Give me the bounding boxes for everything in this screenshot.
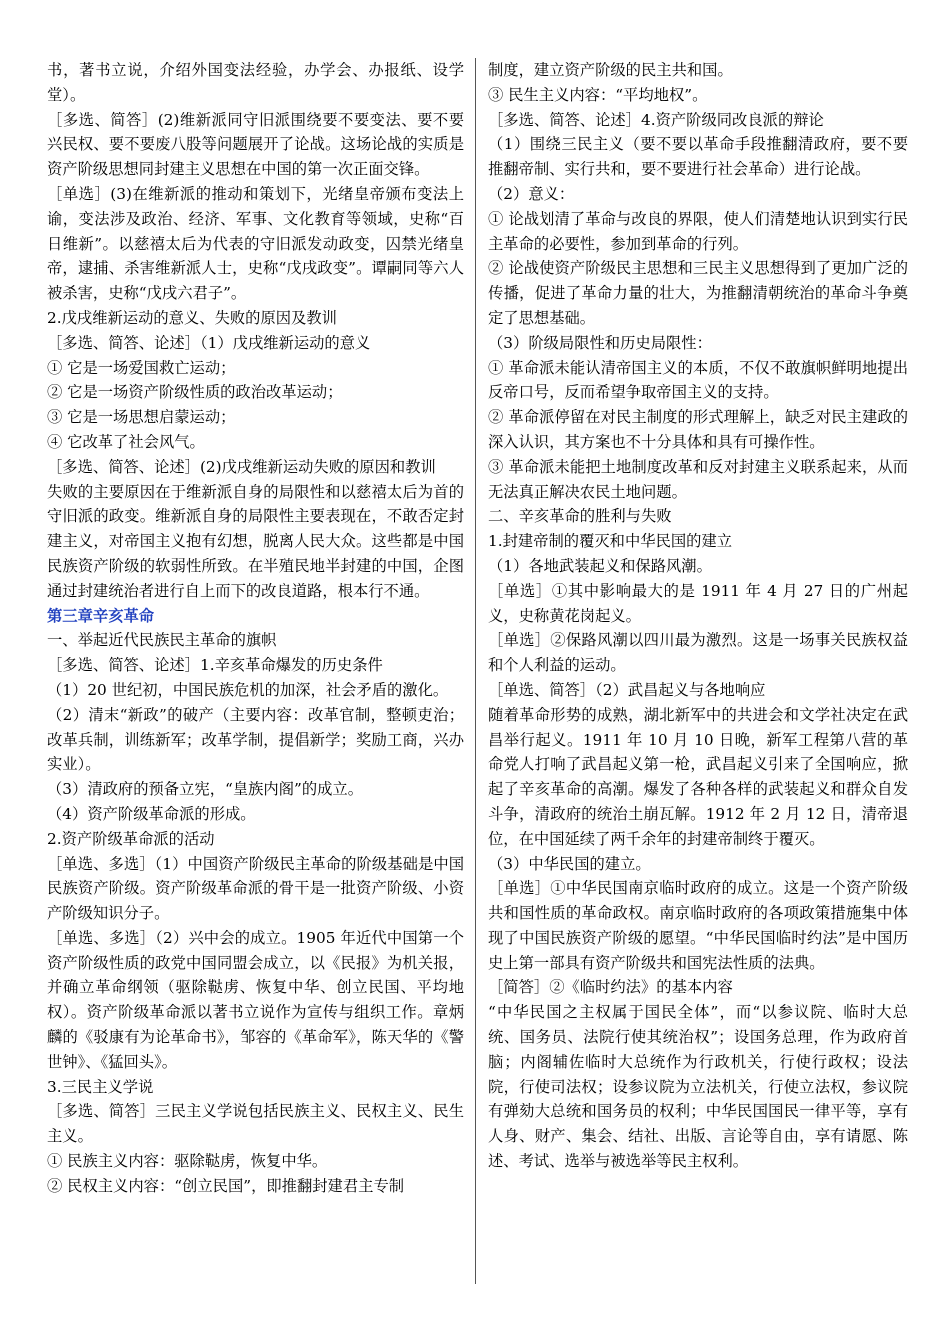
paragraph: 失败的主要原因在于维新派自身的局限性和以慈禧太后为首的守旧派的政变。维新派自身的局限性主要表现在，不敢否定封建主义，对帝国主义抱有幻想，脱离人民大众。这些都是中国民族资产阶级的软弱性所致。在半殖民地半封建的中国，企图通过封建统治者进行自上而下的改良道路，根本行不通。 [47,482,464,600]
list-item: ③ 革命派未能把土地制度改革和反对封建主义联系起来，从而无法真正解决农民土地问题。 [488,457,908,501]
paragraph: ［单选、多选］（1）中国资产阶级民主革命的阶级基础是中国民族资产阶级。资产阶级革命派的骨干是一批资产阶级、小资产阶级知识分子。 [47,854,464,923]
column-divider [475,58,476,1284]
list-item: （4）资产阶级革命派的形成。 [47,804,256,823]
paragraph: ［简答］②《临时约法》的基本内容 [488,978,733,997]
paragraph: ［多选、简答］三民主义学说包括民族主义、民权主义、民生主义。 [47,1102,464,1146]
list-item: （1）围绕三民主义（要不要以革命手段推翻清政府，要不要推翻帝制、实行共和，要不要进行社会革命）进行论战。 [488,135,908,179]
left-column [47,58,464,1199]
list-item: （1）20 世纪初，中国民族危机的加深，社会矛盾的激化。 [47,680,449,699]
list-item: ③ 民生主义内容：“平均地权”。 [488,85,708,104]
list-item: ① 革命派未能认清帝国主义的本质，不仅不敢旗帜鲜明地提出反帝口号，反而希望争取帝国主义的支持。 [488,358,908,402]
paragraph: ［单选］(3)在维新派的推动和策划下，光绪皇帝颁布变法上谕，变法涉及政治、经济、军事、文化教育等领域，史称“百日维新”。以慈禧太后为代表的守旧派发动政变，囚禁光绪皇帝，逮捕、杀害维新派人士，史称“戊戌政变”。谭嗣同等六人被杀害，史称“戊戌六君子”。 [47,184,464,303]
paragraph: ［多选、简答、论述］4.资产阶级同改良派的辩论 [488,110,824,129]
list-item: （1）各地武装起义和保路风潮。 [488,556,712,575]
section-title: 1.封建帝制的覆灭和中华民国的建立 [488,532,733,551]
paragraph: ［单选］②保路风潮以四川最为激烈。这是一场事关民族权益和个人利益的运动。 [488,631,908,675]
right-column [488,58,908,1174]
section-title: 二、辛亥革命的胜利与失败 [488,507,672,526]
paragraph: ［多选、简答、论述］1.辛亥革命爆发的历史条件 [47,656,383,675]
section-title: 2.戊戌维新运动的意义、失败的原因及教训 [47,308,337,327]
paragraph: ［单选、多选］（2）兴中会的成立。1905 年近代中国第一个资产阶级性质的政党中国同盟会成立，以《民报》为机关报，并确立革命纲领（驱除鞑虏、恢复中华、创立民国、平均地权）。资产阶级革命派以著书立说作为宣传与组织工作。章炳麟的《驳康有为论革命书》，邹容的《革命军》，陈天华的《警世钟》、《猛回头》。 [47,928,464,1071]
paragraph: ［多选、简答、论述］(2)戊戌维新运动失败的原因和教训 [47,457,436,476]
chapter-heading: 第三章辛亥革命 [47,606,155,625]
paragraph: “中华民国之主权属于国民全体”，而“以参议院、临时大总统、国务员、法院行使其统治权”；设国务总理，作为政府首脑；内阁辅佐临时大总统作为行政机关，行使行政权；设法院，行使司法权；设参议院为立法机关，行使立法权，参议院有弹劾大总统和国务员的权利；中华民国国民一律平等，享有人身、财产、集会、结社、出版、言论等自由，享有请愿、陈述、考试、选举与被选举等民主权利。 [488,1003,908,1171]
paragraph: 随着革命形势的成熟，湖北新军中的共进会和文学社决定在武昌举行起义。1911 年 10 月 10 日晚，新军工程第八营的革命党人打响了武昌起义第一枪，武昌起义引来了全国响应，掀起了辛亥革命的高潮。爆发了各种各样的武装起义和群众自发斗争，清政府的统治土崩瓦解。1912 年 2 月 12 日，清帝退位，在中国延续了两千余年的封建帝制终于覆灭。 [488,705,908,848]
list-item: ③ 它是一场思想启蒙运动； [47,408,236,427]
list-item: （3）阶级局限性和历史局限性： [488,333,712,352]
paragraph: ［单选］①其中影响最大的是 1911 年 4 月 27 日的广州起义，史称黄花岗起义。 [488,581,908,625]
paragraph: 书，著书立说，介绍外国变法经验，办学会、办报纸、设学堂）。 [47,61,464,104]
paragraph: ［多选、简答、论述］（1）戊戌维新运动的意义 [47,333,371,352]
list-item: （2）意义： [488,184,575,203]
list-item: ④ 它改革了社会风气。 [47,432,205,451]
list-item: ② 革命派停留在对民主制度的形式理解上，缺乏对民主建政的深入认识，其方案也不十分具体和具有可操作性。 [488,408,908,451]
paragraph: ［单选］①中华民国南京临时政府的成立。这是一个资产阶级共和国性质的革命政权。南京临时政府的各项政策措施集中体现了中国民族资产阶级的愿望。“中华民国临时约法”是中国历史上第一部具有资产阶级共和国宪法性质的法典。 [488,879,908,972]
paragraph: 制度，建立资产阶级的民主共和国。 [488,61,733,79]
list-item: （3）中华民国的建立。 [488,854,651,873]
list-item: ② 它是一场资产阶级性质的政治改革运动； [47,383,343,402]
section-title: 2.资产阶级革命派的活动 [47,829,215,848]
section-title: 一、举起近代民族民主革命的旗帜 [47,631,277,650]
list-item: ② 民权主义内容：“创立民国”，即推翻封建君主专制 [47,1176,405,1195]
list-item: ① 它是一场爱国救亡运动； [47,358,236,377]
list-item: ② 论战使资产阶级民主思想和三民主义思想得到了更加广泛的传播，促进了革命力量的壮大，为推翻清朝统治的革命斗争奠定了思想基础。 [488,259,908,327]
list-item: ① 民族主义内容：驱除鞑虏，恢复中华。 [47,1152,328,1171]
section-title: 3.三民主义学说 [47,1077,154,1096]
list-item: （3）清政府的预备立宪，“皇族内阁”的成立。 [47,780,364,799]
paragraph: ［单选、简答］（2）武昌起义与各地响应 [488,680,766,699]
list-item: ① 论战划清了革命与改良的界限，使人们清楚地认识到实行民主革命的必要性，参加到革命的行列。 [488,209,908,253]
paragraph: ［多选、简答］(2)维新派同守旧派围绕要不要变法、要不要兴民权、要不要废八股等问题展开了论战。这场论战的实质是资产阶级思想同封建主义思想在中国的第一次正面交锋。 [47,110,464,179]
list-item: （2）清末“新政”的破产（主要内容：改革官制，整顿吏治；改革兵制，训练新军；改革学制，提倡新学；奖励工商，兴办实业）。 [47,705,464,774]
